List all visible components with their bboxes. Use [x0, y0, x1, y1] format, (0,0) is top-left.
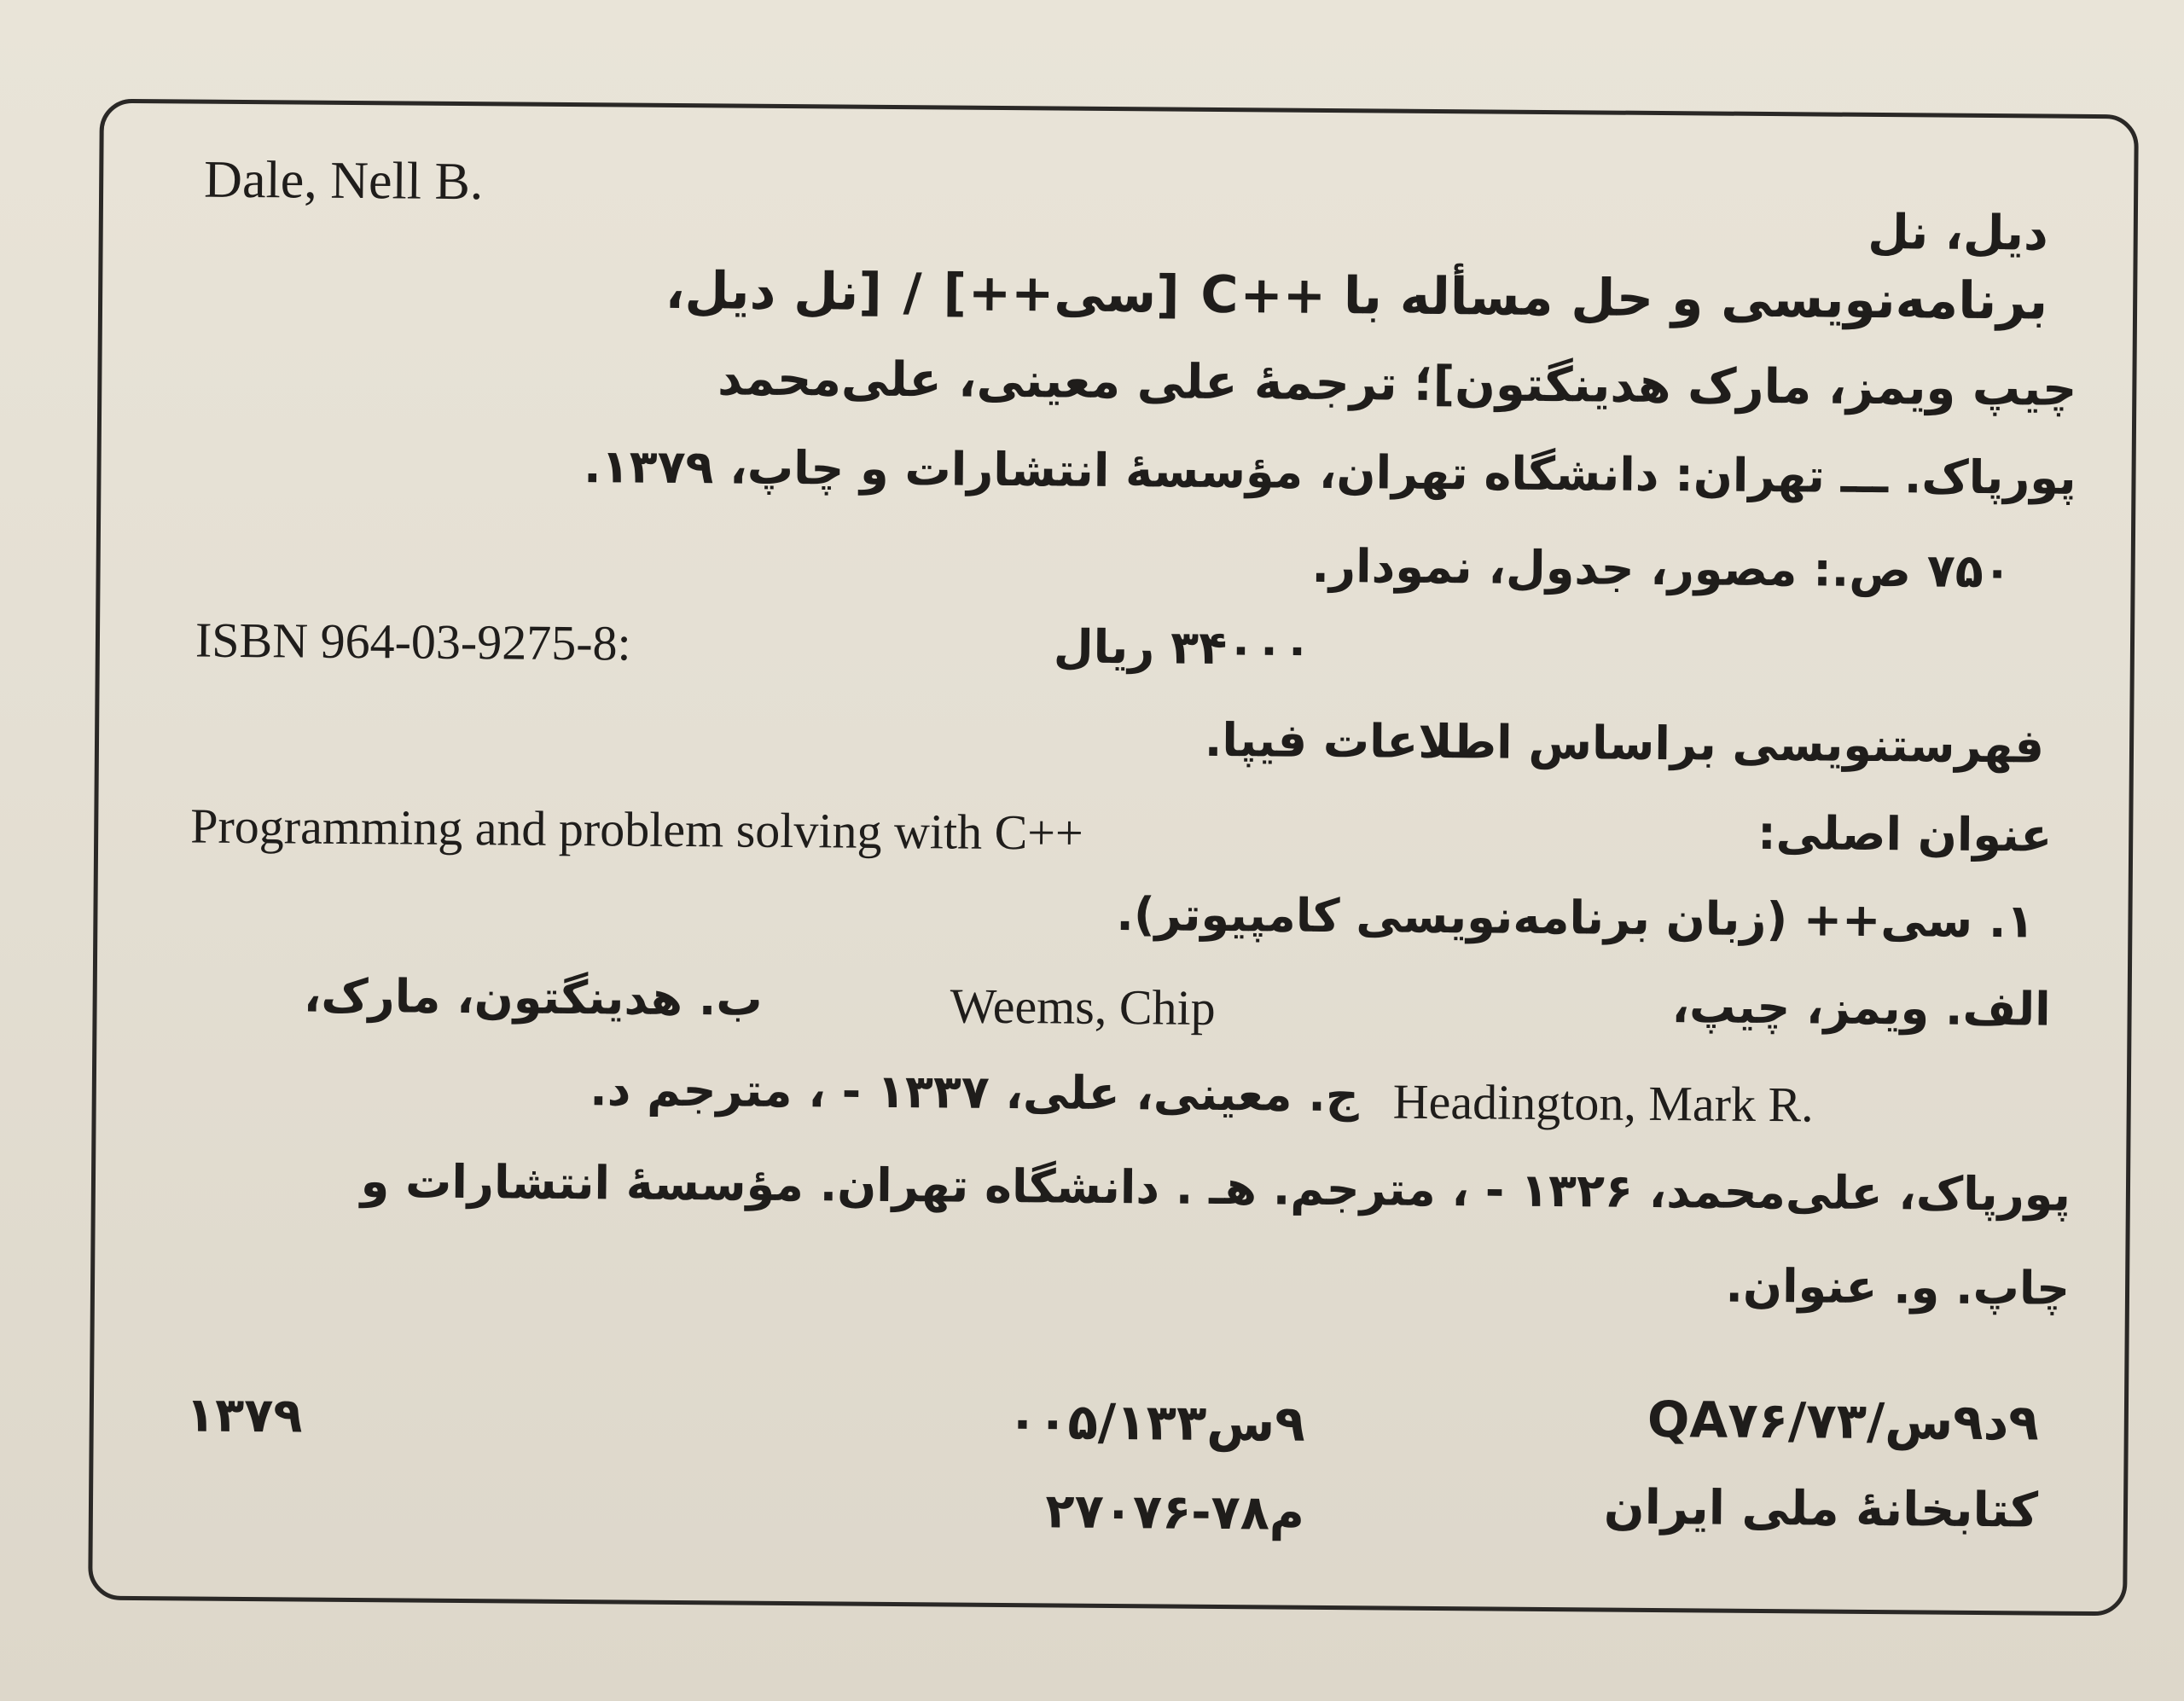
added-entry-c: ج. معینی، علی، ۱۳۳۷ - ، مترجم د.: [590, 1062, 1360, 1123]
author-latin: Dale, Nell B.: [203, 150, 484, 212]
dewey-number: ۹س۰۰۵/۱۳۳: [1007, 1392, 1306, 1453]
physical-description: ۷۵۰ ص.: مصور، جدول، نمودار.: [1311, 538, 2012, 599]
title-line-1: برنامه‌نویسی و حل مسأله با ++C [سی++] / [نل دیل،: [665, 260, 2048, 332]
added-entry-b-latin: Headington, Mark R.: [1392, 1073, 1814, 1133]
publication-year: ۱۳۷۹: [185, 1387, 303, 1444]
subject-heading: ۱. سی++ (زبان برنامه‌نویسی کامپیوتر).: [1116, 887, 2035, 949]
title-line-3: پورپاک. ـــ تهران: دانشگاه تهران، مؤسسهٔ انتشارات و چاپ، ۱۳۷۹.: [583, 439, 2077, 505]
catalog-card: [88, 99, 2139, 1617]
added-entry-a: الف. ویمز، چیپ،: [1671, 979, 2051, 1036]
author-persian: دیل، نل: [1867, 204, 2049, 262]
added-entry-line-4: چاپ. و. عنوان.: [1725, 1258, 2071, 1315]
added-entry-line-3: پورپاک، علی‌محمد، ۱۳۲۶ - ، مترجم. هـ . دانشگاه تهران. مؤسسهٔ انتشارات و: [360, 1154, 2071, 1222]
original-title: Programming and problem solving with C++: [190, 798, 1084, 861]
original-title-label: عنوان اصلی:: [1757, 805, 2053, 862]
price: ۳۴۰۰۰ ریال: [1053, 619, 1312, 676]
added-entry-b: ب. هدینگتون، مارک،: [303, 968, 763, 1026]
national-bibliography-number: م۷۸-۲۷۰۷۶: [1045, 1483, 1305, 1541]
added-entry-a-latin: Weems, Chip: [950, 978, 1216, 1036]
lc-call-number: ۹د۹س/QA۷۶/۷۳: [1647, 1390, 2040, 1452]
fipa-note: فهرستنویسی براساس اطلاعات فیپا.: [1204, 712, 2045, 774]
isbn: ISBN 964-03-9275-8:: [195, 612, 631, 671]
library-name: کتابخانهٔ ملی ایران: [1603, 1479, 2039, 1539]
title-line-2: چیپ ویمز، مارک هدینگتون]؛ ترجمهٔ علی معینی، علی‌محمد: [717, 351, 2077, 417]
